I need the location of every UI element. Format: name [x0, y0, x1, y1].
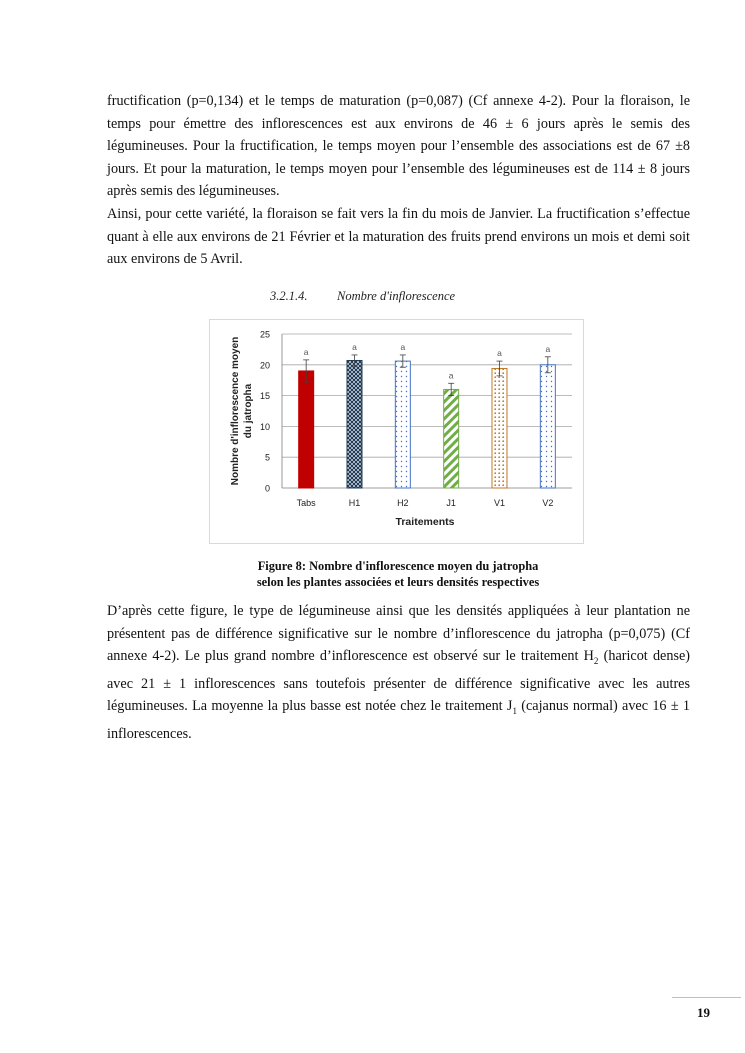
discussion-text-3: (cajanus normal) avec 16 ± 1 inflorescences. [107, 698, 691, 742]
section-number: 3.2.1.4. [270, 289, 308, 303]
subscript-2: 2 [593, 656, 599, 667]
bar-chart-svg [210, 320, 585, 545]
caption-line-1: Figure 8: Nombre d'inflorescence moyen du jatropha [257, 559, 539, 573]
significance-label-V2: a [545, 343, 551, 354]
x-tick-label-J1: J1 [446, 498, 456, 508]
bar-H2 [395, 361, 410, 488]
bar-J1 [444, 389, 459, 488]
y-tick-label: 5 [264, 452, 270, 463]
section-heading [270, 289, 455, 304]
paragraph-results-timing: fructification (p=0,134) et le temps de maturation (p=0,087) (Cf annexe 4-2). Pour la floraison, le temps pour émettre des inflorescences est aux environs de 46 ± 6 jours après le semis des légumineuses. Pour la fructification, le temps moyen pour l’ensemble des associations est de 67 ±8 jours. Et pour la maturation, le temps moyen pour l’ensemble des légumineuses est de 114 ± 8 jours après semis des légumineuses. [107, 93, 690, 200]
bar-V1 [492, 368, 507, 488]
y-tick-label: 20 [259, 360, 270, 371]
y-axis-title-line-1: Nombre d'inflorescence moyen [230, 336, 241, 486]
y-axis-title-line-2: du jatropha [243, 383, 254, 439]
significance-label-H2: a [400, 341, 406, 352]
paragraph-phenology-dates: Ainsi, pour cette variété, la floraison se fait vers la fin du mois de Janvier. La fructification s’effectue quant à elle aux environs de 21 Février et la maturation des fruits prend environs un mois et demi soit aux environs de 5 Avril. [107, 206, 690, 268]
x-tick-label-H1: H1 [348, 498, 361, 508]
bar-Tabs [299, 371, 314, 488]
x-tick-label-V2: V2 [542, 498, 554, 508]
bar-V2 [540, 365, 555, 488]
significance-label-V1: a [497, 348, 502, 359]
y-tick-label: 10 [259, 421, 270, 432]
figure-8-chart [209, 319, 584, 544]
significance-label-H1: a [352, 341, 357, 352]
page-number: 19 [697, 1005, 710, 1020]
section-title: Nombre d'inflorescence [337, 289, 456, 303]
bar-H1 [347, 360, 362, 488]
significance-label-J1: a [448, 370, 454, 381]
significance-label-Tabs: a [303, 346, 309, 357]
y-tick-label: 15 [259, 391, 270, 402]
y-tick-label: 0 [264, 483, 270, 494]
discussion-text-2: (haricot dense) avec 21 ± 1 inflorescences sans toutefois présenter de différence significative avec les autres légumineuses. La moyenne la plus basse est notée chez le traitement J [107, 648, 690, 715]
y-tick-label: 25 [259, 329, 270, 340]
subscript-1: 1 [512, 706, 517, 717]
footer-divider [672, 997, 741, 998]
x-tick-label-V1: V1 [493, 498, 506, 508]
figure-caption [160, 559, 636, 590]
discussion-text-1: D’après cette figure, le type de légumineuse ainsi que les densités appliquées à leur plantation ne présentent pas de différence significative sur le nombre d’inflorescence du jatropha (p=0,075) (Cf annexe 4-2). Le plus grand nombre d’inflorescence est observé sur le traitement H [107, 603, 690, 665]
x-tick-label-Tabs: Tabs [296, 498, 316, 508]
caption-line-2: selon les plantes associées et leurs densités respectives [256, 574, 540, 589]
x-tick-label-H2: H2 [397, 498, 409, 508]
x-axis-title: Traitements [395, 516, 455, 528]
paragraph-discussion [107, 600, 690, 745]
